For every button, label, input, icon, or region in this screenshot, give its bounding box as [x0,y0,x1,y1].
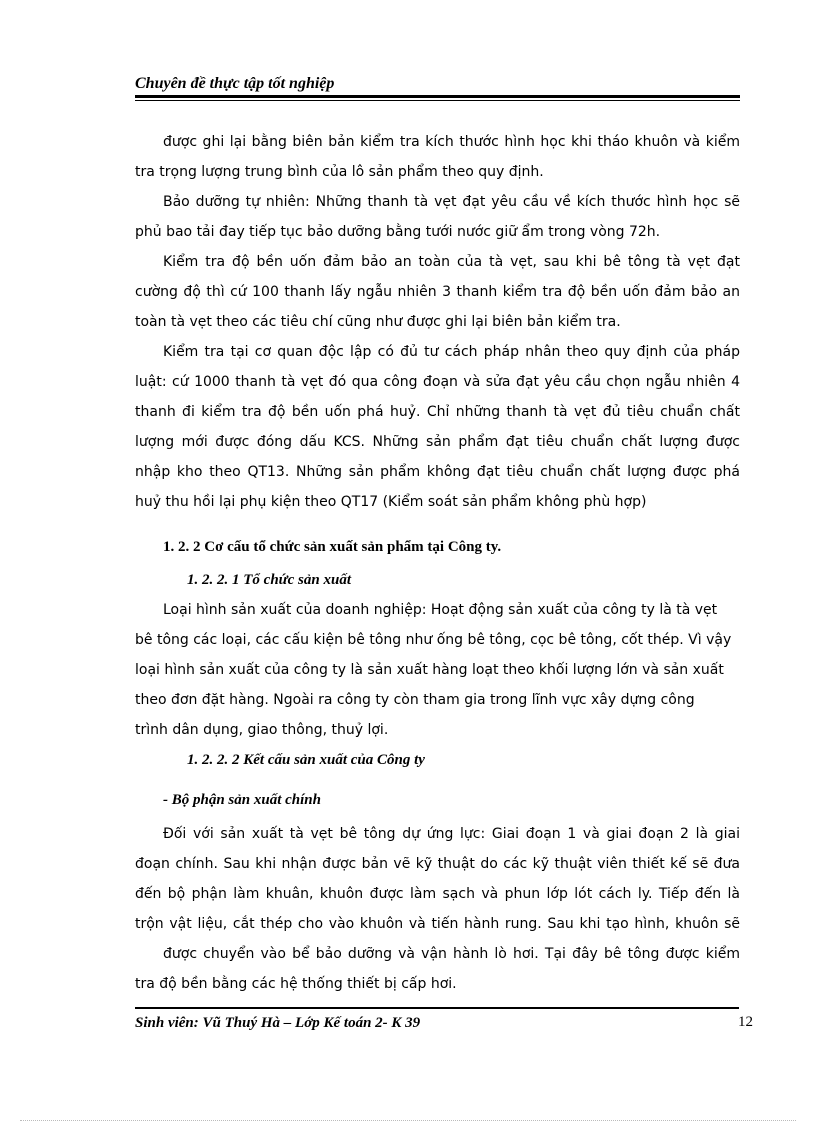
text-line: đến bộ phận làm khuân, khuôn được làm sạch và phun lớp lót cách ly. Tiếp đến là [135,886,740,902]
text-line: Kiểm tra độ bền uốn đảm bảo an toàn của tà vẹt, sau khi bê tông tà vẹt đạt [163,254,740,270]
text-line: bê tông các loại, các cấu kiện bê tông như ống bê tông, cọc bê tông, cốt thép. Vì vậy [135,632,732,648]
subsection-heading: 1. 2. 2. 2 Kết cấu sản xuất của Công ty [187,752,425,768]
text-line: nhập kho theo QT13. Những sản phẩm không đạt tiêu chuẩn chất lượng được phá [135,464,740,480]
page-number: 12 [738,1014,753,1030]
text-line: luật: cứ 1000 thanh tà vẹt đó qua công đoạn và sửa đạt yêu cầu chọn ngẫu nhiên 4 [135,374,740,390]
text-line: trộn vật liệu, cắt thép cho vào khuôn và tiến hành rung. Sau khi tạo hình, khuôn sẽ [135,916,740,932]
header-rule-thick [135,95,740,98]
page-boundary-divider [20,1120,796,1121]
text-line: tra trọng lượng trung bình của lô sản phẩm theo quy định. [135,164,544,180]
section-heading: 1. 2. 2 Cơ cấu tổ chức sản xuất sản phẩm tại Công ty. [163,539,502,555]
footer-rule [135,1007,739,1009]
text-line: tra độ bền bằng các hệ thống thiết bị cấp hơi. [135,976,457,992]
subsection-heading: 1. 2. 2. 1 Tổ chức sản xuất [187,572,351,588]
text-line: đoạn chính. Sau khi nhận được bản vẽ kỹ thuật do các kỹ thuật viên thiết kế sẽ đưa [135,856,740,872]
text-line: phủ bao tải đay tiếp tục bảo dưỡng bằng tưới nước giữ ẩm trong vòng 72h. [135,224,661,240]
header-title: Chuyên đề thực tập tốt nghiệp [135,75,335,92]
text-line: được chuyển vào bể bảo dưỡng và vận hành lò hơi. Tại đây bê tông được kiểm [163,946,740,962]
text-line: thanh đi kiểm tra độ bền uốn phá huỷ. Chỉ những thanh tà vẹt đủ tiêu chuẩn chất [135,404,740,420]
text-line: Kiểm tra tại cơ quan độc lập có đủ tư cách pháp nhân theo quy định của pháp [163,344,740,360]
text-line: được ghi lại bằng biên bản kiểm tra kích thước hình học khi tháo khuôn và kiểm [163,134,740,150]
text-line: lượng mới được đóng dấu KCS. Những sản phẩm đạt tiêu chuẩn chất lượng được [135,434,740,450]
text-line: theo đơn đặt hàng. Ngoài ra công ty còn tham gia trong lĩnh vực xây dựng công [135,692,695,708]
header-rule-thin [135,100,740,101]
text-line: huỷ thu hồi lại phụ kiện theo QT17 (Kiểm soát sản phẩm không phù hợp) [135,494,647,510]
subsection-heading: - Bộ phận sản xuất chính [163,792,321,808]
footer-student-info: Sinh viên: Vũ Thuý Hà – Lớp Kế toán 2- K 39 [135,1015,421,1031]
text-line: cường độ thì cứ 100 thanh lấy ngẫu nhiên 3 thanh kiểm tra độ bền uốn đảm bảo an [135,284,740,300]
text-line: trình dân dụng, giao thông, thuỷ lợi. [135,722,389,738]
text-line: Bảo dưỡng tự nhiên: Những thanh tà vẹt đạt yêu cầu về kích thước hình học sẽ [163,194,740,210]
text-line: Loại hình sản xuất của doanh nghiệp: Hoạt động sản xuất của công ty là tà vẹt [163,602,718,618]
text-line: Đối với sản xuất tà vẹt bê tông dự ứng lực: Giai đoạn 1 và giai đoạn 2 là giai [163,826,740,842]
text-line: toàn tà vẹt theo các tiêu chí cũng như được ghi lại biên bản kiểm tra. [135,314,621,330]
text-line: loại hình sản xuất của công ty là sản xuất hàng loạt theo khối lượng lớn và sản xuất [135,662,724,678]
